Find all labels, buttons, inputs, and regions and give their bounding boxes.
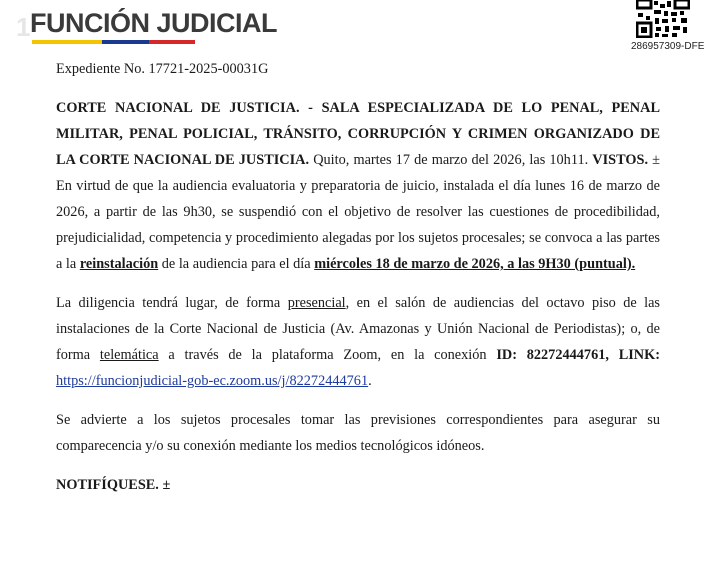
court-heading: CORTE NACIONAL DE JUSTICIA. - SALA ESPECIALIZADA DE LO PENAL, PENAL MILITAR, PENAL POLICIAL, TRÁNSITO, CORRUPCIÓN Y CRIMEN ORGANIZADO DE LA CORTE NACIONAL DE JUSTICIA. [56,100,660,168]
zoom-link[interactable]: https://funcionjudicial-gob-ec.zoom.us/j/82272444761 [56,373,369,389]
presencial-term: presencial [287,295,346,311]
location-text-a: La diligencia tendrá lugar, de forma [56,295,288,311]
expediente-number: Expediente No. 17721-2025-00031G [56,61,269,77]
logo-watermark-digit: 1 [16,12,31,42]
zoom-id-label: ID: 82272444761, LINK: [496,347,660,363]
location-text-b: , en el salón de audiencias del octavo piso de las instalaciones de la Corte Nacional de Justicia (Av. Amazonas y Unión Nacional de Periodistas); o, de forma [56,295,660,363]
resolution-text-a: ± En virtud de que la audiencia evaluatoria y preparatoria de juicio, instalada el día lunes 16 de marzo de 2026, a partir de las 9h30, se suspendió con el objetivo de resolver las cuestiones de procedibilidad, prejudicialidad, competencia y procedimiento alegadas por los sujetos procesales; se convoca a las partes a la [56,152,661,272]
location-text-c: a través de la plataforma Zoom, en la conexión [158,347,497,363]
document-body [56,56,660,498]
qr-code-icon [636,0,690,38]
reinstalacion-term: reinstalación [79,256,159,272]
notifiquese: NOTIFÍQUESE. ± [56,477,171,493]
flag-red [149,40,195,44]
document-code: 286957309-DFE [631,41,705,52]
paragraph-warning: Se advierte a los sujetos procesales tomar las previsiones correspondientes para asegurar su comparecencia y/o su conexión mediante los medios tecnológicos idóneos. [56,412,660,454]
paragraph-resolution [56,95,660,277]
paragraph-location [56,290,660,394]
resolution-text-b: de la audiencia para el día [158,256,315,272]
telematica-term: telemática [99,347,159,363]
flag-yellow [32,40,102,44]
logo-flag-stripe [32,40,195,44]
place-date: Quito, martes 17 de marzo del 2026, las 10h11. [309,152,593,168]
flag-blue [102,40,149,44]
location-end: . [368,373,372,389]
hearing-date-time: miércoles 18 de marzo de 2026, a las 9H30 (puntual). [314,256,636,272]
funcion-judicial-logo: FUNCIÓN JUDICIAL [30,8,277,38]
vistos-label: VISTOS. [592,152,649,168]
